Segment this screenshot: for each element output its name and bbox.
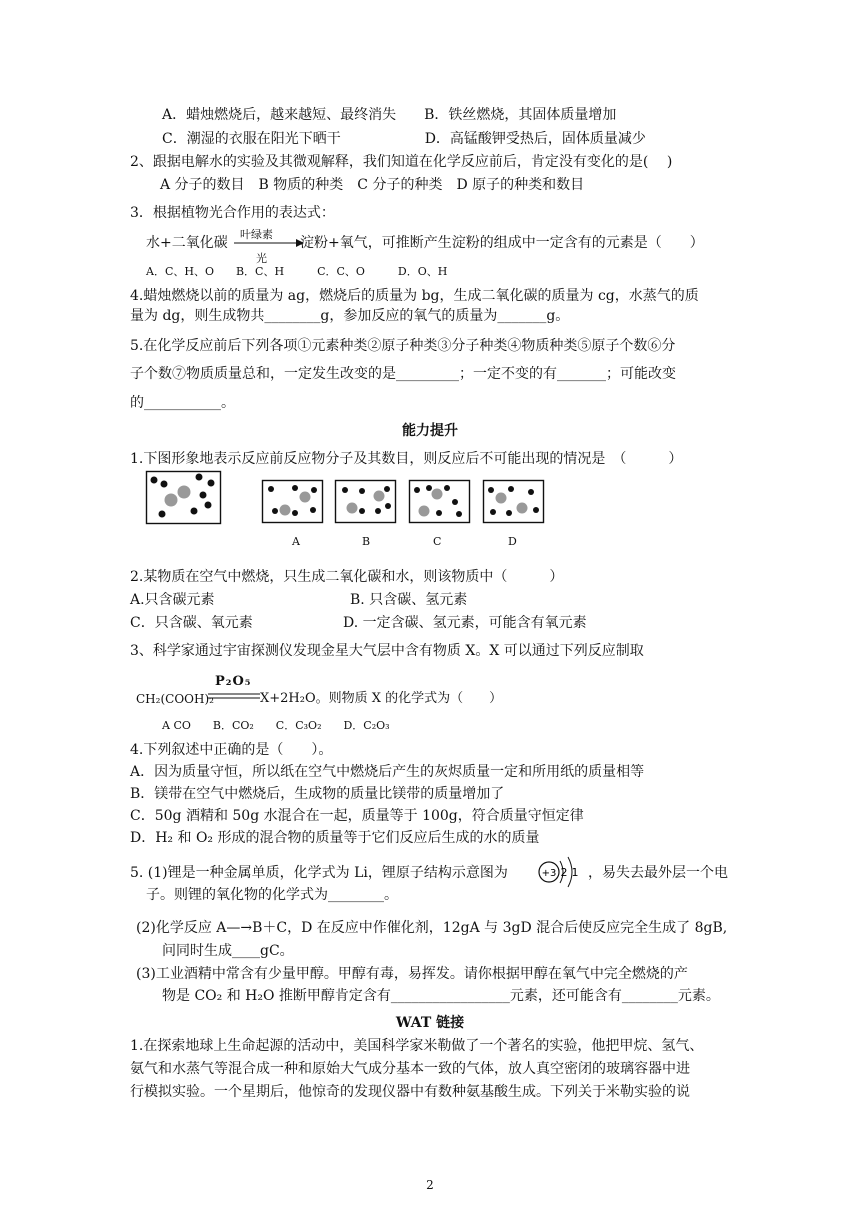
wat-question-1-line-1: 1.在探索地球上生命起源的活动中，美国科学家米勒做了一个著名的实验，他把甲烷、氢气、 — [130, 1038, 704, 1054]
option-c-box — [409, 480, 471, 524]
option-line-1: A．蜡烛燃烧后，越来越短、最终消失 B．铁丝燃烧，其固体质量增加 — [162, 107, 617, 123]
ability-question-5-part-3b: 物是 CO₂ 和 H₂O 推断甲醇肯定含有_________________元素，还可能含有________元素。 — [162, 988, 720, 1004]
question-2: 2、跟据电解水的实验及其微观解释，我们知道在化学反应前后，肯定没有变化的是( ) — [130, 154, 673, 170]
ability-q2-option-c: C．只含碳、氧元素 — [130, 615, 253, 631]
ability-q2-option-a: A.只含碳元素 — [130, 592, 215, 608]
question-4-line-2: 量为 dg，则生成物共________g，参加反应的氧气的质量为_______g。 — [130, 308, 570, 324]
atom-shell-1-label: 2 — [560, 866, 568, 879]
reaction-equals — [208, 693, 260, 701]
wat-question-1-line-3: 行模拟实验。一个星期后，他惊奇的发现仪器中有数种氨基酸生成。下列关于米勒实验的说 — [130, 1084, 690, 1100]
ability-question-5-part-1c: 子。则锂的氧化物的化学式为________。 — [146, 887, 398, 903]
reaction-catalyst: P₂O₅ — [215, 674, 252, 689]
ability-q2-option-b: B. 只含碳、氢元素 — [350, 592, 468, 608]
section-title-wat: WAT 链接 — [395, 1015, 465, 1031]
ability-question-5-part-1b: ，易失去最外层一个电 — [588, 865, 728, 881]
question-5-line-3: 的___________。 — [130, 395, 235, 411]
equation-left: 水+二氧化碳 — [146, 235, 228, 251]
ability-question-5-part-2: (2)化学反应 A—→B＋C，D 在反应中作催化剂，12gA 与 3gD 混合后使反应完全生成了 8gB, — [136, 920, 728, 936]
option-d-box — [483, 480, 545, 524]
ability-question-5-part-3: (3)工业酒精中常含有少量甲醇。甲醇有毒，易挥发。请你根据甲醇在氧气中完全燃烧的产 — [136, 966, 688, 982]
ability-question-2: 2.某物质在空气中燃烧，只生成二氧化碳和水，则该物质中（ ） — [130, 569, 564, 585]
question-3-options: A．C、H、O B．C、H C．C、O D．O、H — [146, 265, 448, 278]
option-label-c: C — [433, 535, 442, 548]
option-line-2: C．潮湿的衣服在阳光下晒干 D．高锰酸钾受热后，固体质量减少 — [162, 131, 646, 147]
wat-question-1-line-2: 氨气和水蒸气等混合成一种和原始大气成分基本一致的气体，放人真空密闭的玻璃容器中进 — [130, 1061, 690, 1077]
option-label-a: A — [292, 535, 300, 548]
section-title-ability: 能力提升 — [402, 423, 458, 439]
equation-condition-below: 光 — [256, 252, 267, 265]
question-2-options: A 分子的数目 B 物质的种类 C 分子的种类 D 原子的种类和数目 — [160, 177, 585, 193]
ability-q4-option-c: C．50g 酒精和 50g 水混合在一起，质量等于 100g，符合质量守恒定律 — [130, 808, 584, 824]
ability-question-5-part-2b: 问同时生成____gC。 — [162, 943, 294, 959]
page-number: 2 — [426, 1178, 434, 1192]
ability-q3-options: A CO B．CO₂ C．C₃O₂ D．C₂O₃ — [162, 719, 390, 732]
reaction-arrow — [234, 238, 304, 248]
question-3: 3．根据植物光合作用的表达式： — [130, 205, 335, 221]
atom-shell-2-label: 1 — [571, 866, 579, 879]
ability-q4-option-d: D．H₂ 和 O₂ 形成的混合物的质量等于它们反应后生成的水的质量 — [130, 830, 540, 846]
option-label-b: B — [362, 535, 371, 548]
reaction-left: CH₂(COOH)₂ — [136, 692, 214, 706]
atom-nucleus-label: +3 — [541, 868, 557, 879]
lithium-atom-diagram — [538, 855, 586, 889]
ability-question-3: 3、科学家通过宇宙探测仪发现金星大气层中含有物质 X。X 可以通过下列反应制取 — [130, 643, 644, 659]
ability-q4-option-b: B．镁带在空气中燃烧后，生成物的质量比镁带的质量增加了 — [130, 786, 505, 802]
equation-condition-above: 叶绿素 — [240, 228, 273, 241]
ability-question-4: 4.下列叙述中正确的是（ ）。 — [130, 742, 333, 758]
question-4-line-1: 4.蜡烛燃烧以前的质量为 ag，燃烧后的质量为 bg，生成二氧化碳的质量为 cg，水蒸气的质 — [130, 288, 699, 304]
option-a-box — [262, 480, 324, 524]
question-5-line-1: 5.在化学反应前后下列各项①元素种类②原子种类③分子种类④物质种类⑤原子个数⑥分 — [130, 338, 676, 354]
ability-question-1: 1.下图形象地表示反应前反应物分子及其数目，则反应后不可能出现的情况是 （ ） — [130, 451, 683, 467]
ability-question-5-part-1: 5. (1)锂是一种金属单质，化学式为 Li，锂原子结构示意图为 — [130, 865, 508, 881]
ability-q2-option-d: D. 一定含碳、氢元素，可能含有氧元素 — [343, 615, 587, 631]
equation-right: 淀粉+氧气，可推断产生淀粉的组成中一定含有的元素是（ ） — [300, 235, 704, 251]
question-5-line-2: 子个数⑦物质质量总和，一定发生改变的是_________；一定不变的有_______；可能改变 — [130, 366, 676, 382]
option-b-box — [335, 480, 397, 524]
option-label-d: D — [508, 535, 517, 548]
reactant-molecules-box — [146, 471, 222, 525]
reaction-right: X+2H₂O。则物质 X 的化学式为（ ） — [260, 691, 503, 706]
ability-q4-option-a: A．因为质量守恒，所以纸在空气中燃烧后产生的灰烬质量一定和所用纸的质量相等 — [130, 764, 645, 780]
